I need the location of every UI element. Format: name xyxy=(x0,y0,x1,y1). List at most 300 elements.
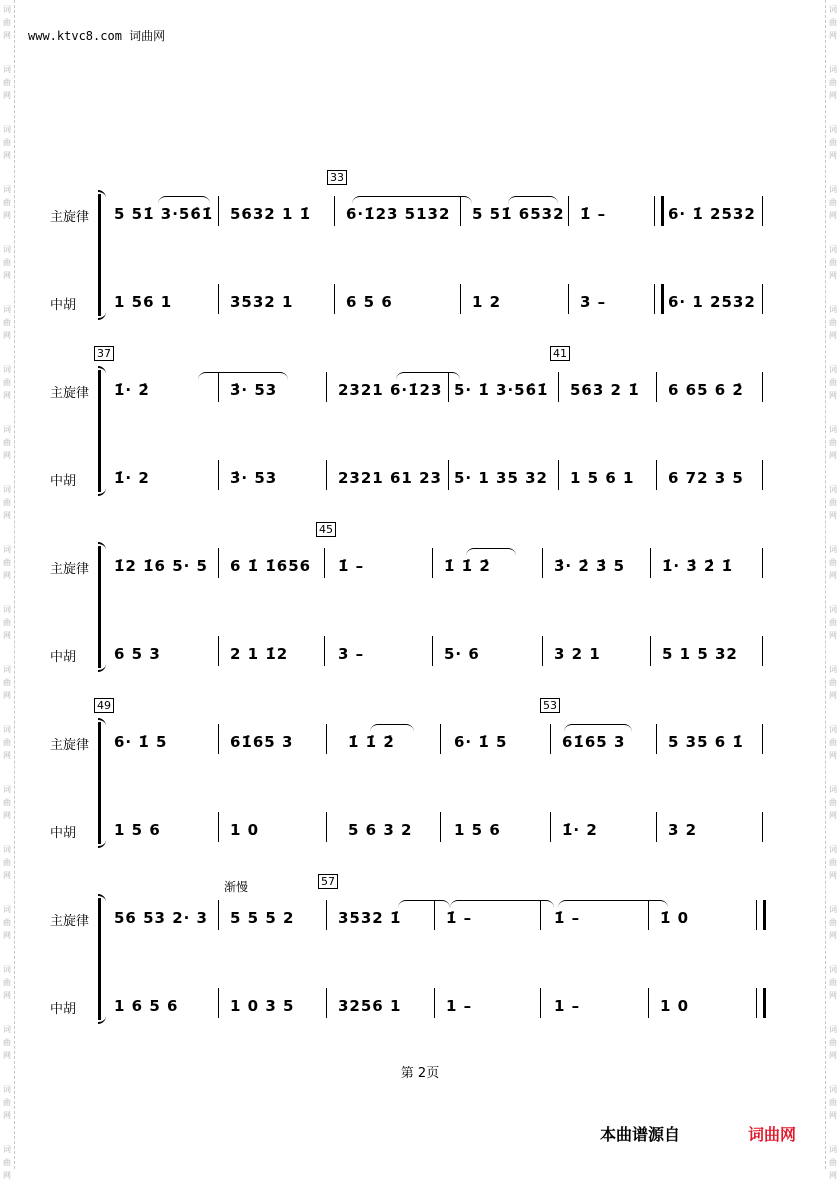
watermark-glyph: 网 xyxy=(829,451,837,460)
barline xyxy=(218,724,219,754)
zhonghu-notes: 1̇· 2 xyxy=(562,821,598,839)
melody-notes: 5 51̇ 3·56̇1̇ xyxy=(114,205,214,223)
watermark-glyph: 曲 xyxy=(829,858,837,867)
part-label-melody: 主旋律 xyxy=(50,914,90,929)
barline xyxy=(434,900,435,930)
watermark-glyph: 词 xyxy=(3,125,11,134)
watermark-glyph: 网 xyxy=(829,211,837,220)
melody-notes: 1̇· 2̇ xyxy=(114,381,150,399)
zhonghu-notes: 1̇· 2 xyxy=(114,469,150,487)
barline xyxy=(324,636,325,666)
watermark-glyph: 词 xyxy=(829,5,837,14)
barline xyxy=(656,724,657,754)
watermark-glyph: 曲 xyxy=(3,18,11,27)
watermark-glyph: 曲 xyxy=(829,498,837,507)
watermark-glyph: 词 xyxy=(3,5,11,14)
measure xyxy=(338,366,448,506)
watermark-glyph: 词 xyxy=(829,965,837,974)
brand-logo-text: 词曲网 xyxy=(748,1125,797,1144)
zhonghu-notes: 3256 1 xyxy=(338,997,402,1015)
watermark-glyph: 词 xyxy=(829,725,837,734)
system-4 xyxy=(50,699,780,858)
watermark-glyph: 曲 xyxy=(829,378,837,387)
melody-notes: 1̇ 0 xyxy=(660,909,690,927)
watermark-glyph: 词 xyxy=(3,1145,11,1154)
watermark-glyph: 网 xyxy=(829,1111,837,1120)
slur xyxy=(466,548,516,557)
barline xyxy=(540,988,541,1018)
watermark-glyph: 词 xyxy=(3,65,11,74)
watermark-glyph: 网 xyxy=(829,151,837,160)
watermark-glyph: 曲 xyxy=(829,78,837,87)
watermark-glyph: 曲 xyxy=(829,918,837,927)
watermark-glyph: 词 xyxy=(3,725,11,734)
barline xyxy=(656,372,657,402)
watermark-glyph: 网 xyxy=(3,451,11,460)
barline xyxy=(448,372,449,402)
measure xyxy=(444,542,540,682)
watermark-glyph: 网 xyxy=(829,991,837,1000)
watermark-glyph: 曲 xyxy=(829,318,837,327)
system-1 xyxy=(50,171,780,330)
watermark-glyph: 曲 xyxy=(3,1158,11,1167)
barline xyxy=(762,196,763,226)
barline xyxy=(218,460,219,490)
part-label-zhonghu: 中胡 xyxy=(50,1002,77,1017)
barline xyxy=(762,284,763,314)
watermark-glyph: 曲 xyxy=(829,738,837,747)
measure-number: 57 xyxy=(318,874,338,889)
part-label-zhonghu: 中胡 xyxy=(50,474,77,489)
watermark-glyph: 词 xyxy=(829,65,837,74)
barline xyxy=(218,372,219,402)
part-label-melody: 主旋律 xyxy=(50,210,90,225)
measure xyxy=(562,718,652,858)
watermark-glyph: 曲 xyxy=(829,1158,837,1167)
measure xyxy=(554,894,644,1034)
part-label-melody: 主旋律 xyxy=(50,738,90,753)
watermark-glyph: 词 xyxy=(829,245,837,254)
barline xyxy=(550,724,551,754)
left-watermark-strip xyxy=(0,0,15,1180)
watermark-glyph: 词 xyxy=(829,485,837,494)
measure xyxy=(554,542,646,682)
watermark-glyph: 曲 xyxy=(3,618,11,627)
measure xyxy=(660,894,740,1034)
slur xyxy=(564,724,632,733)
watermark-glyph: 网 xyxy=(3,811,11,820)
measure xyxy=(472,190,565,330)
barline xyxy=(326,724,327,754)
tempo-marking: 渐慢 xyxy=(224,880,249,894)
right-watermark-strip xyxy=(825,0,840,1180)
measure xyxy=(230,366,320,506)
part-label-melody: 主旋律 xyxy=(50,386,90,401)
watermark-glyph: 词 xyxy=(3,425,11,434)
zhonghu-notes: 6 72 3 5 xyxy=(668,469,744,487)
watermark-glyph: 曲 xyxy=(3,378,11,387)
melody-notes: 5632 1 1̇ xyxy=(230,205,312,223)
watermark-glyph: 曲 xyxy=(3,1098,11,1107)
watermark-glyph: 词 xyxy=(829,665,837,674)
watermark-glyph: 网 xyxy=(829,691,837,700)
zhonghu-notes: 1 0 xyxy=(230,821,260,839)
watermark-glyph: 网 xyxy=(829,1051,837,1060)
system-2 xyxy=(50,347,780,506)
watermark-glyph: 网 xyxy=(3,931,11,940)
melody-notes: 1̇ 1̇ 2̇ xyxy=(348,733,395,751)
zhonghu-notes: 1 0 3 5 xyxy=(230,997,295,1015)
zhonghu-notes: 1 56 1 xyxy=(114,293,173,311)
measure xyxy=(230,542,320,682)
watermark-glyph: 词 xyxy=(829,1145,837,1154)
barline xyxy=(434,988,435,1018)
zhonghu-notes: 1 0 xyxy=(660,997,690,1015)
barline xyxy=(440,724,441,754)
watermark-glyph: 曲 xyxy=(3,738,11,747)
measure xyxy=(668,190,768,330)
barline xyxy=(326,460,327,490)
watermark-glyph: 曲 xyxy=(3,558,11,567)
barline xyxy=(762,372,763,402)
watermark-glyph: 词 xyxy=(3,365,11,374)
final-barline xyxy=(756,988,766,1018)
barline xyxy=(218,196,219,226)
watermark-glyph: 词 xyxy=(3,245,11,254)
watermark-glyph: 词 xyxy=(829,425,837,434)
watermark-glyph: 词 xyxy=(829,365,837,374)
slur xyxy=(508,196,558,205)
watermark-glyph: 网 xyxy=(3,331,11,340)
watermark-glyph: 网 xyxy=(829,811,837,820)
watermark-glyph: 词 xyxy=(3,185,11,194)
barline xyxy=(448,460,449,490)
system-3 xyxy=(50,523,780,682)
barline xyxy=(542,548,543,578)
slur xyxy=(370,724,414,733)
zhonghu-notes: 6 5 6 xyxy=(346,293,393,311)
zhonghu-notes: 1 5 6 xyxy=(114,821,161,839)
measure xyxy=(454,718,544,858)
watermark-glyph: 曲 xyxy=(3,198,11,207)
watermark-glyph: 曲 xyxy=(829,198,837,207)
barline xyxy=(432,548,433,578)
watermark-glyph: 曲 xyxy=(3,78,11,87)
barline xyxy=(568,284,569,314)
watermark-glyph: 网 xyxy=(3,1051,11,1060)
watermark-glyph: 词 xyxy=(829,905,837,914)
measure xyxy=(114,718,210,858)
melody-notes: 1̇· 3̇ 2̇ 1̇ xyxy=(662,557,734,575)
melody-notes: 6·1̇23 5132 xyxy=(346,205,451,223)
watermark-glyph: 网 xyxy=(829,391,837,400)
barline xyxy=(540,900,541,930)
melody-notes: 1̇ – xyxy=(580,205,607,223)
watermark-glyph: 网 xyxy=(3,1111,11,1120)
watermark-glyph: 词 xyxy=(829,1085,837,1094)
melody-notes: 3532 1̇ xyxy=(338,909,402,927)
measure xyxy=(580,190,640,330)
measure-number: 41 xyxy=(550,346,570,361)
watermark-glyph: 网 xyxy=(829,751,837,760)
watermark-glyph: 曲 xyxy=(829,258,837,267)
watermark-glyph: 词 xyxy=(3,785,11,794)
watermark-glyph: 曲 xyxy=(3,1038,11,1047)
measure xyxy=(114,542,214,682)
repeat-barline xyxy=(654,284,664,314)
melody-notes: 1̇2 1̇6 5· 5 xyxy=(114,557,208,575)
zhonghu-notes: 3532 1 xyxy=(230,293,294,311)
watermark-glyph: 网 xyxy=(829,31,837,40)
watermark-glyph: 曲 xyxy=(3,798,11,807)
measure xyxy=(230,718,320,858)
melody-notes: 6· 1̇ 2532 xyxy=(668,205,756,223)
watermark-glyph: 词 xyxy=(829,845,837,854)
watermark-glyph: 曲 xyxy=(3,438,11,447)
watermark-glyph: 网 xyxy=(3,31,11,40)
melody-notes: 6 1̇ 1̇656 xyxy=(230,557,312,575)
measure-number: 49 xyxy=(94,698,114,713)
watermark-glyph: 曲 xyxy=(829,978,837,987)
watermark-glyph: 词 xyxy=(829,545,837,554)
zhonghu-notes: 5 1 5 32 xyxy=(662,645,738,663)
barline xyxy=(218,900,219,930)
zhonghu-notes: 3 – xyxy=(580,293,607,311)
zhonghu-notes: 2321 61 23 xyxy=(338,469,442,487)
watermark-glyph: 网 xyxy=(829,331,837,340)
barline xyxy=(326,988,327,1018)
melody-notes: 6· 1̇ 5 xyxy=(114,733,168,751)
measure xyxy=(454,366,558,506)
melody-notes: 6· 1̇ 5 xyxy=(454,733,508,751)
measure xyxy=(662,542,762,682)
measure xyxy=(338,542,428,682)
watermark-glyph: 曲 xyxy=(829,618,837,627)
watermark-glyph: 曲 xyxy=(3,858,11,867)
watermark-glyph: 词 xyxy=(829,785,837,794)
watermark-glyph: 网 xyxy=(3,871,11,880)
slur xyxy=(158,196,210,205)
melody-notes: 6 65 6 2̇ xyxy=(668,381,744,399)
barline xyxy=(762,812,763,842)
source-label: 本曲谱源自 xyxy=(600,1125,681,1144)
watermark-glyph: 曲 xyxy=(829,678,837,687)
watermark-glyph: 网 xyxy=(829,631,837,640)
barline xyxy=(218,548,219,578)
slur xyxy=(396,372,460,381)
watermark-glyph: 词 xyxy=(3,545,11,554)
barline xyxy=(568,196,569,226)
watermark-glyph: 曲 xyxy=(3,138,11,147)
barline xyxy=(762,460,763,490)
measure xyxy=(230,894,320,1034)
final-barline xyxy=(756,900,766,930)
part-label-zhonghu: 中胡 xyxy=(50,298,77,313)
tie xyxy=(558,900,668,909)
watermark-glyph: 网 xyxy=(829,271,837,280)
barline xyxy=(656,460,657,490)
tie xyxy=(398,900,450,909)
zhonghu-notes: 3 2 1 xyxy=(554,645,601,663)
watermark-glyph: 网 xyxy=(3,391,11,400)
measure xyxy=(446,894,536,1034)
watermark-glyph: 网 xyxy=(3,571,11,580)
watermark-glyph: 网 xyxy=(829,871,837,880)
melody-notes: 1̇ 1̇ 2̇ xyxy=(444,557,491,575)
watermark-glyph: 词 xyxy=(3,845,11,854)
barline xyxy=(326,372,327,402)
watermark-glyph: 曲 xyxy=(829,138,837,147)
melody-notes: 5 35 6 1̇ xyxy=(668,733,744,751)
barline xyxy=(334,284,335,314)
watermark-glyph: 网 xyxy=(3,991,11,1000)
watermark-glyph: 词 xyxy=(3,905,11,914)
measure xyxy=(114,190,214,330)
watermark-glyph: 曲 xyxy=(3,498,11,507)
measure xyxy=(230,190,330,330)
barline xyxy=(656,812,657,842)
watermark-glyph: 曲 xyxy=(829,798,837,807)
system-5 xyxy=(50,875,780,1034)
watermark-glyph: 网 xyxy=(3,151,11,160)
melody-notes: 1̇ – xyxy=(554,909,581,927)
watermark-glyph: 词 xyxy=(3,665,11,674)
zhonghu-notes: 1 6 5 6 xyxy=(114,997,179,1015)
watermark-glyph: 词 xyxy=(3,485,11,494)
watermark-glyph: 词 xyxy=(829,605,837,614)
melody-notes: 61̇65 3 xyxy=(230,733,294,751)
watermark-glyph: 网 xyxy=(3,1171,11,1180)
zhonghu-notes: 2 1 1̇2 xyxy=(230,645,289,663)
barline xyxy=(558,372,559,402)
measure-number: 33 xyxy=(327,170,347,185)
zhonghu-notes: 1 – xyxy=(554,997,581,1015)
measure xyxy=(668,366,764,506)
zhonghu-notes: 5· 6 xyxy=(444,645,480,663)
watermark-glyph: 词 xyxy=(3,305,11,314)
barline xyxy=(648,900,649,930)
melody-notes: 56 53 2· 3 xyxy=(114,909,208,927)
watermark-glyph: 网 xyxy=(829,1171,837,1180)
barline xyxy=(648,988,649,1018)
watermark-glyph: 网 xyxy=(3,631,11,640)
melody-notes: 5 51̇ 6532 xyxy=(472,205,565,223)
system-bracket xyxy=(98,722,107,844)
zhonghu-notes: 1 2 xyxy=(472,293,502,311)
watermark-glyph: 曲 xyxy=(829,1098,837,1107)
barline xyxy=(218,636,219,666)
watermark-glyph: 网 xyxy=(829,511,837,520)
melody-notes: 3̇· 53 xyxy=(230,381,278,399)
zhonghu-notes: 5· 1 35 32 xyxy=(454,469,548,487)
watermark-glyph: 曲 xyxy=(829,1038,837,1047)
barline xyxy=(218,812,219,842)
zhonghu-notes: 3 2 xyxy=(668,821,698,839)
measure xyxy=(346,190,456,330)
watermark-glyph: 网 xyxy=(829,91,837,100)
watermark-glyph: 词 xyxy=(829,125,837,134)
measure-number: 37 xyxy=(94,346,114,361)
system-bracket xyxy=(98,546,107,668)
system-bracket xyxy=(98,194,107,316)
watermark-glyph: 网 xyxy=(829,931,837,940)
watermark-glyph: 曲 xyxy=(3,258,11,267)
zhonghu-notes: 3̇· 53 xyxy=(230,469,278,487)
barline xyxy=(762,724,763,754)
page-number: 第 2页 xyxy=(400,1066,440,1081)
barline xyxy=(460,196,461,226)
zhonghu-notes: 1 – xyxy=(446,997,473,1015)
zhonghu-notes: 1 5 6 xyxy=(454,821,501,839)
repeat-barline xyxy=(654,196,664,226)
watermark-glyph: 词 xyxy=(3,605,11,614)
measure xyxy=(570,366,654,506)
watermark-glyph: 网 xyxy=(3,511,11,520)
measure xyxy=(348,718,438,858)
barline xyxy=(542,636,543,666)
barline xyxy=(440,812,441,842)
measure xyxy=(338,894,434,1034)
measure-number: 53 xyxy=(540,698,560,713)
melody-notes: 563 2 1̇ xyxy=(570,381,640,399)
barline xyxy=(460,284,461,314)
watermark-glyph: 词 xyxy=(3,1025,11,1034)
watermark-glyph: 词 xyxy=(829,185,837,194)
barline xyxy=(550,812,551,842)
melody-notes: 1̇ – xyxy=(338,557,365,575)
barline xyxy=(762,548,763,578)
watermark-glyph: 网 xyxy=(3,691,11,700)
watermark-glyph: 曲 xyxy=(829,558,837,567)
measure xyxy=(114,894,214,1034)
watermark-glyph: 词 xyxy=(829,305,837,314)
watermark-glyph: 曲 xyxy=(829,18,837,27)
melody-notes: 5 5 5 2 xyxy=(230,909,295,927)
watermark-glyph: 网 xyxy=(3,751,11,760)
measure xyxy=(114,366,210,506)
barline xyxy=(558,460,559,490)
melody-notes: 1̇ – xyxy=(446,909,473,927)
site-url: www.ktvc8.com 词曲网 xyxy=(28,29,166,43)
part-label-melody: 主旋律 xyxy=(50,562,90,577)
barline xyxy=(762,636,763,666)
barline xyxy=(324,548,325,578)
barline xyxy=(432,636,433,666)
barline xyxy=(326,900,327,930)
melody-notes: 3̇· 2̇ 3̇ 5 xyxy=(554,557,626,575)
measure xyxy=(668,718,762,858)
melody-notes: 2321 6·1̇23 xyxy=(338,381,443,399)
zhonghu-notes: 6· 1 2532 xyxy=(668,293,756,311)
part-label-zhonghu: 中胡 xyxy=(50,650,77,665)
barline xyxy=(650,636,651,666)
watermark-glyph: 曲 xyxy=(3,318,11,327)
part-label-zhonghu: 中胡 xyxy=(50,826,77,841)
barline xyxy=(650,548,651,578)
watermark-glyph: 曲 xyxy=(3,678,11,687)
barline xyxy=(218,988,219,1018)
melody-notes: 61̇65 3 xyxy=(562,733,626,751)
tie xyxy=(450,900,554,909)
watermark-glyph: 网 xyxy=(3,211,11,220)
system-bracket xyxy=(98,370,107,492)
slur xyxy=(352,196,472,205)
watermark-glyph: 曲 xyxy=(3,918,11,927)
watermark-glyph: 曲 xyxy=(3,978,11,987)
zhonghu-notes: 6 5 3 xyxy=(114,645,161,663)
barline xyxy=(326,812,327,842)
watermark-glyph: 词 xyxy=(829,1025,837,1034)
